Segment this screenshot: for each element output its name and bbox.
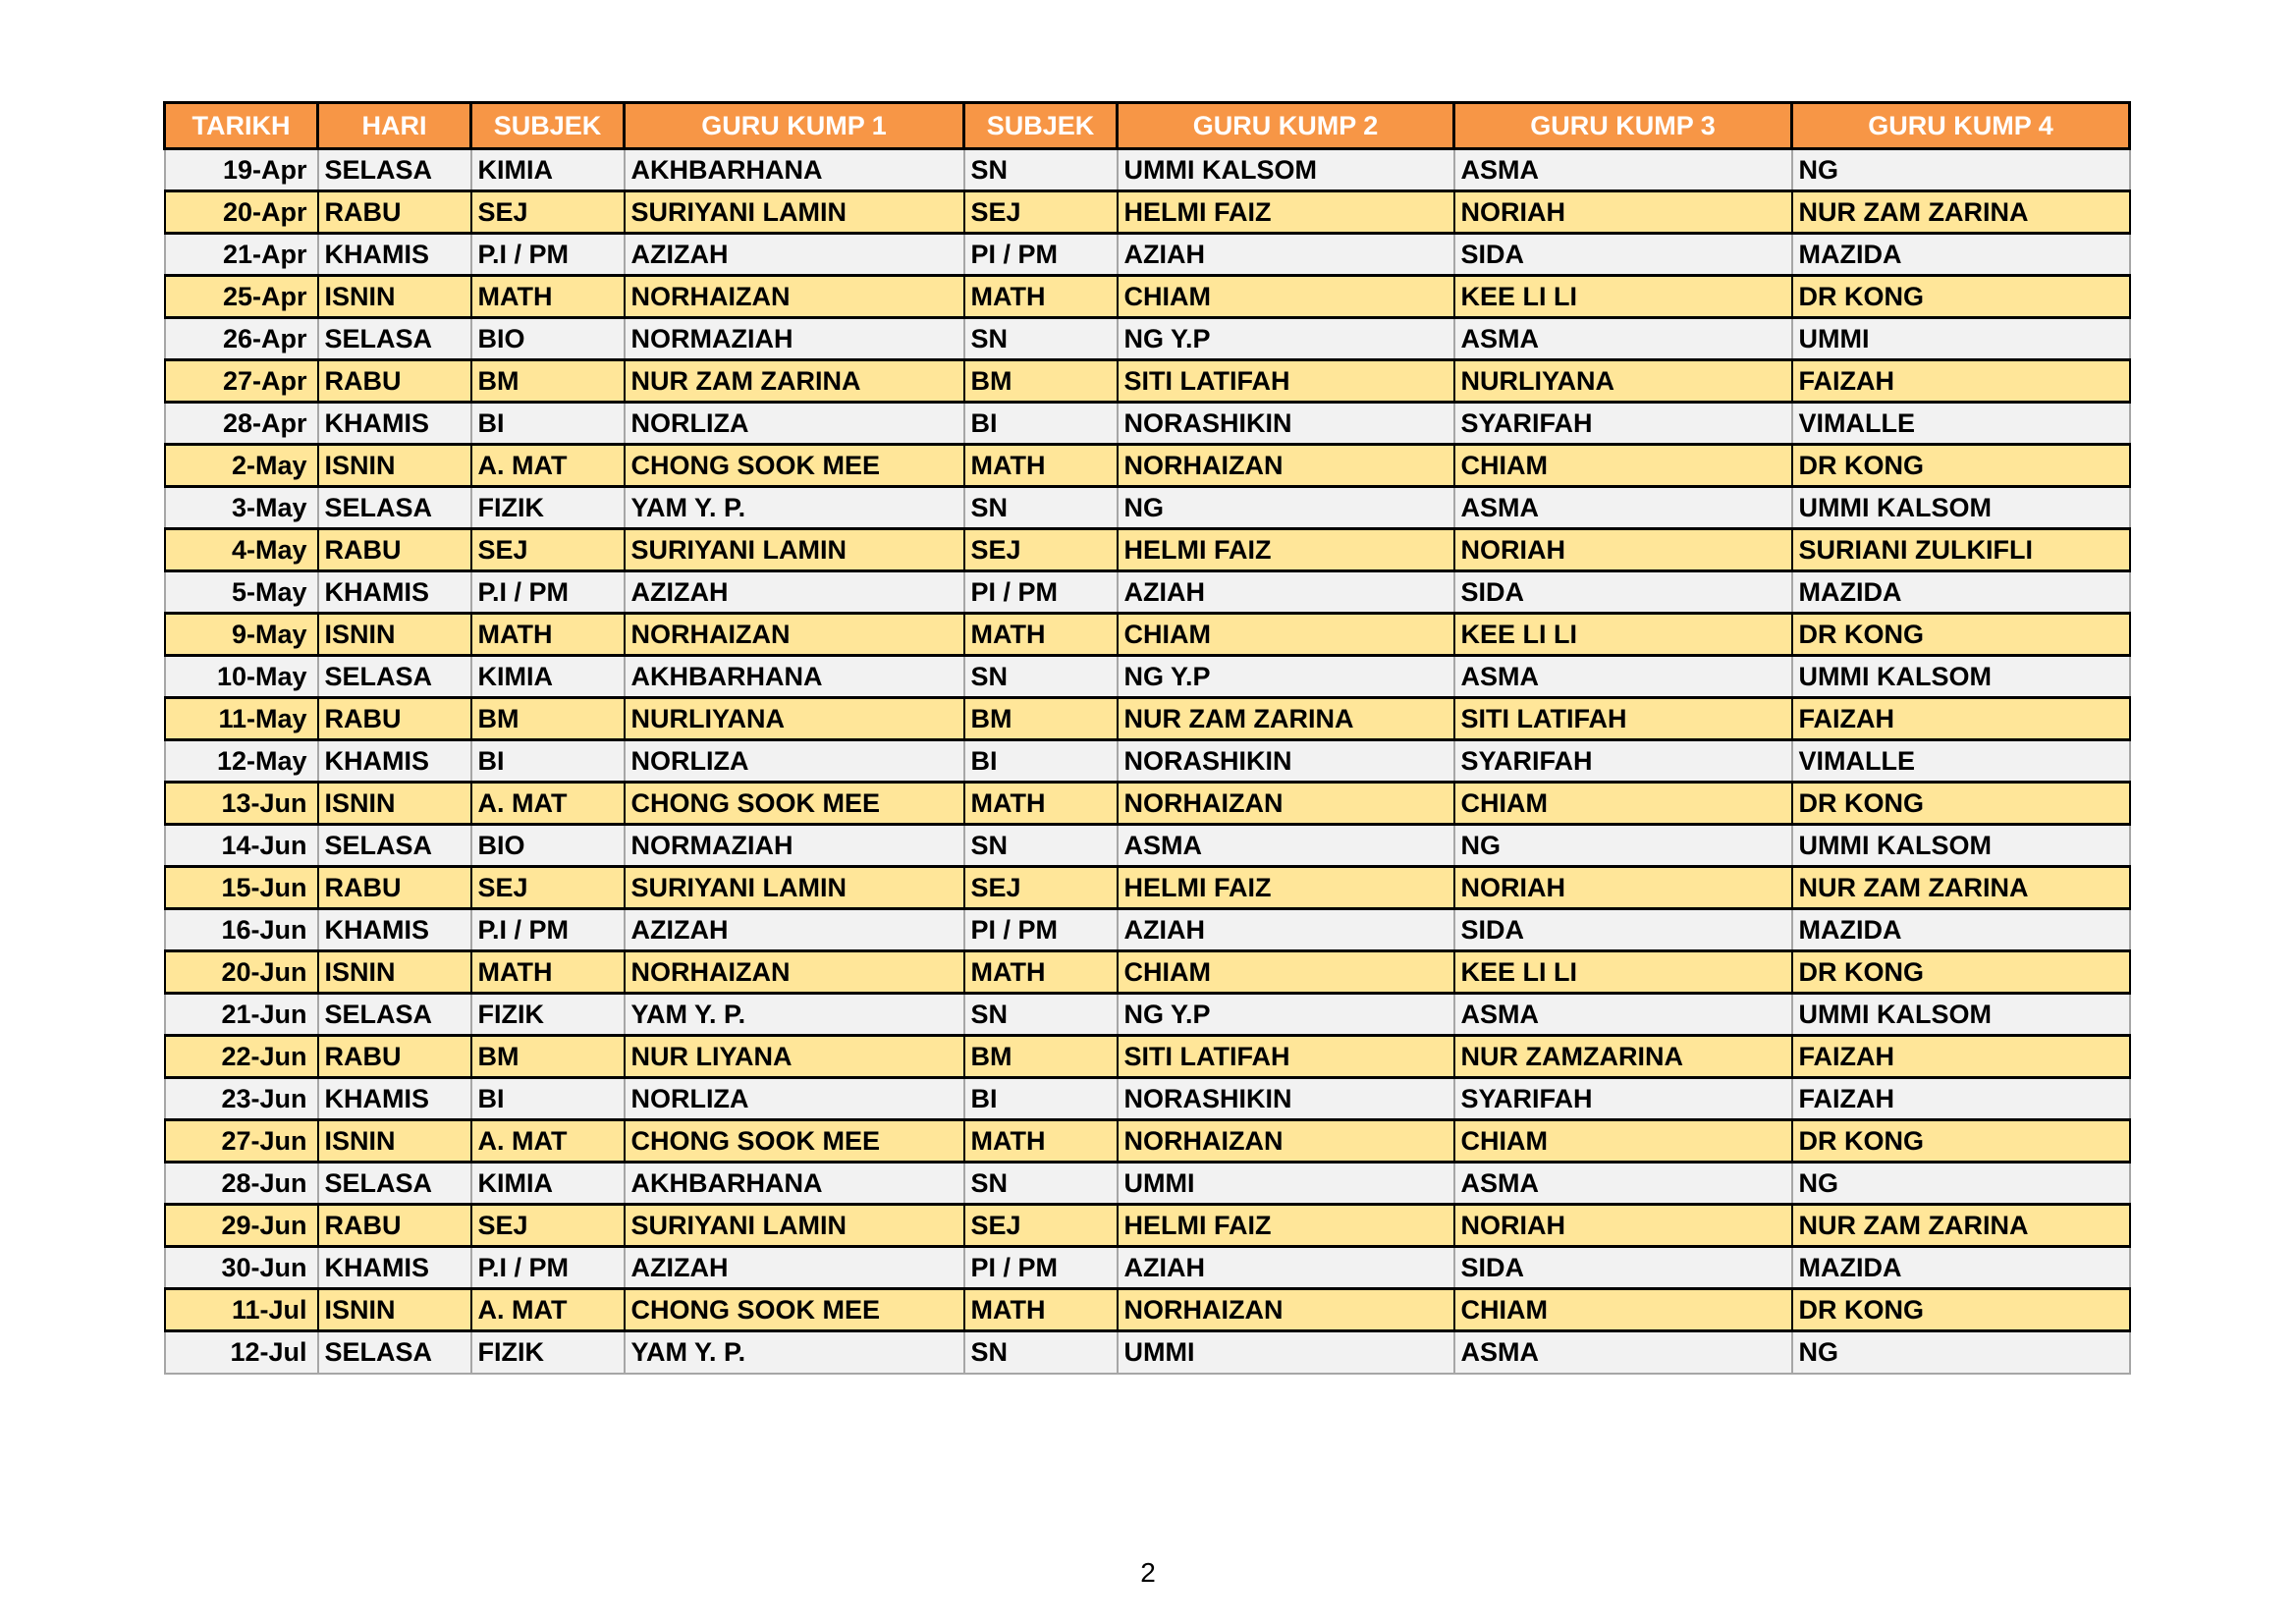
date-cell: 27-Jun	[165, 1120, 318, 1163]
table-row	[165, 783, 2130, 825]
teacher-group1-cell: NORLIZA	[625, 403, 964, 445]
teacher-group4-cell: NUR ZAM ZARINA	[1792, 1205, 2130, 1247]
table-row	[165, 825, 2130, 867]
subject-cell: MATH	[471, 276, 625, 318]
teacher-group2-cell: NORASHIKIN	[1118, 740, 1454, 783]
subject-cell: BI	[471, 403, 625, 445]
day-cell: KHAMIS	[318, 403, 471, 445]
table-body	[165, 149, 2130, 1374]
subject2-cell: SN	[964, 825, 1118, 867]
subject-cell: KIMIA	[471, 1163, 625, 1205]
teacher-group3-cell: KEE LI LI	[1454, 276, 1792, 318]
table-row	[165, 191, 2130, 234]
table-row	[165, 1120, 2130, 1163]
teacher-group2-cell: NORHAIZAN	[1118, 1289, 1454, 1331]
teacher-group1-cell: NORHAIZAN	[625, 276, 964, 318]
subject2-cell: BM	[964, 698, 1118, 740]
date-cell: 21-Apr	[165, 234, 318, 276]
teacher-group3-cell: KEE LI LI	[1454, 614, 1792, 656]
teacher-group4-cell: NG	[1792, 1331, 2130, 1374]
teacher-group1-cell: CHONG SOOK MEE	[625, 1120, 964, 1163]
date-cell: 23-Jun	[165, 1078, 318, 1120]
column-header: GURU KUMP 4	[1792, 103, 2130, 149]
table-row	[165, 1247, 2130, 1289]
teacher-group2-cell: NORASHIKIN	[1118, 403, 1454, 445]
table-row	[165, 360, 2130, 403]
subject2-cell: MATH	[964, 276, 1118, 318]
subject2-cell: BM	[964, 1036, 1118, 1078]
subject-cell: BIO	[471, 825, 625, 867]
day-cell: KHAMIS	[318, 1247, 471, 1289]
teacher-group3-cell: ASMA	[1454, 1331, 1792, 1374]
table-row	[165, 614, 2130, 656]
date-cell: 29-Jun	[165, 1205, 318, 1247]
teacher-group4-cell: FAIZAH	[1792, 698, 2130, 740]
teacher-group3-cell: ASMA	[1454, 994, 1792, 1036]
day-cell: KHAMIS	[318, 740, 471, 783]
subject2-cell: MATH	[964, 1120, 1118, 1163]
date-cell: 22-Jun	[165, 1036, 318, 1078]
teacher-group1-cell: AKHBARHANA	[625, 149, 964, 191]
teacher-group1-cell: AZIZAH	[625, 234, 964, 276]
table-row	[165, 867, 2130, 909]
teacher-group3-cell: SIDA	[1454, 234, 1792, 276]
teacher-group2-cell: SITI LATIFAH	[1118, 1036, 1454, 1078]
teacher-group2-cell: HELMI FAIZ	[1118, 191, 1454, 234]
teacher-group1-cell: SURIYANI LAMIN	[625, 529, 964, 571]
column-header: GURU KUMP 3	[1454, 103, 1792, 149]
teacher-group2-cell: NG Y.P	[1118, 656, 1454, 698]
day-cell: RABU	[318, 1036, 471, 1078]
subject-cell: BI	[471, 740, 625, 783]
teacher-group1-cell: NUR ZAM ZARINA	[625, 360, 964, 403]
teacher-group1-cell: AKHBARHANA	[625, 1163, 964, 1205]
teacher-group2-cell: NG Y.P	[1118, 994, 1454, 1036]
teacher-group4-cell: DR KONG	[1792, 783, 2130, 825]
subject-cell: BIO	[471, 318, 625, 360]
day-cell: ISNIN	[318, 614, 471, 656]
subject2-cell: SN	[964, 994, 1118, 1036]
day-cell: ISNIN	[318, 1289, 471, 1331]
subject-cell: P.I / PM	[471, 234, 625, 276]
table-row	[165, 909, 2130, 951]
teacher-group1-cell: CHONG SOOK MEE	[625, 445, 964, 487]
teacher-group3-cell: SYARIFAH	[1454, 403, 1792, 445]
teacher-group4-cell: DR KONG	[1792, 445, 2130, 487]
teacher-group1-cell: NURLIYANA	[625, 698, 964, 740]
date-cell: 26-Apr	[165, 318, 318, 360]
teacher-group4-cell: NUR ZAM ZARINA	[1792, 867, 2130, 909]
subject-cell: KIMIA	[471, 149, 625, 191]
teacher-group2-cell: AZIAH	[1118, 571, 1454, 614]
teacher-group4-cell: MAZIDA	[1792, 571, 2130, 614]
teacher-group2-cell: HELMI FAIZ	[1118, 1205, 1454, 1247]
teacher-group2-cell: NORHAIZAN	[1118, 1120, 1454, 1163]
date-cell: 4-May	[165, 529, 318, 571]
subject-cell: BM	[471, 698, 625, 740]
teacher-group3-cell: SIDA	[1454, 909, 1792, 951]
table-row	[165, 1205, 2130, 1247]
teacher-group3-cell: ASMA	[1454, 487, 1792, 529]
subject-cell: MATH	[471, 951, 625, 994]
subject-cell: FIZIK	[471, 1331, 625, 1374]
teacher-group1-cell: AZIZAH	[625, 909, 964, 951]
date-cell: 20-Apr	[165, 191, 318, 234]
teacher-group3-cell: CHIAM	[1454, 1120, 1792, 1163]
teacher-group1-cell: AKHBARHANA	[625, 656, 964, 698]
date-cell: 5-May	[165, 571, 318, 614]
subject2-cell: SN	[964, 656, 1118, 698]
teacher-group1-cell: NORMAZIAH	[625, 318, 964, 360]
date-cell: 12-May	[165, 740, 318, 783]
table-row	[165, 994, 2130, 1036]
date-cell: 12-Jul	[165, 1331, 318, 1374]
subject-cell: SEJ	[471, 1205, 625, 1247]
subject2-cell: BM	[964, 360, 1118, 403]
teacher-group2-cell: CHIAM	[1118, 276, 1454, 318]
subject2-cell: BI	[964, 740, 1118, 783]
teacher-group2-cell: ASMA	[1118, 825, 1454, 867]
subject-cell: MATH	[471, 614, 625, 656]
header-row	[165, 103, 2130, 149]
subject2-cell: SEJ	[964, 191, 1118, 234]
subject-cell: BM	[471, 1036, 625, 1078]
day-cell: KHAMIS	[318, 909, 471, 951]
column-header: SUBJEK	[964, 103, 1118, 149]
teacher-group2-cell: NORHAIZAN	[1118, 445, 1454, 487]
teacher-group4-cell: MAZIDA	[1792, 234, 2130, 276]
date-cell: 27-Apr	[165, 360, 318, 403]
subject2-cell: BI	[964, 1078, 1118, 1120]
table-row	[165, 1078, 2130, 1120]
teacher-group1-cell: SURIYANI LAMIN	[625, 1205, 964, 1247]
table-row	[165, 571, 2130, 614]
teacher-group2-cell: NORASHIKIN	[1118, 1078, 1454, 1120]
subject2-cell: MATH	[964, 951, 1118, 994]
subject-cell: KIMIA	[471, 656, 625, 698]
subject-cell: SEJ	[471, 529, 625, 571]
date-cell: 10-May	[165, 656, 318, 698]
subject-cell: FIZIK	[471, 994, 625, 1036]
subject-cell: FIZIK	[471, 487, 625, 529]
teacher-group4-cell: FAIZAH	[1792, 1036, 2130, 1078]
subject2-cell: MATH	[964, 783, 1118, 825]
subject-cell: P.I / PM	[471, 571, 625, 614]
teacher-group1-cell: NORLIZA	[625, 740, 964, 783]
teacher-group1-cell: NORHAIZAN	[625, 951, 964, 994]
teacher-group3-cell: NORIAH	[1454, 191, 1792, 234]
teacher-group1-cell: NORHAIZAN	[625, 614, 964, 656]
date-cell: 30-Jun	[165, 1247, 318, 1289]
teacher-group2-cell: AZIAH	[1118, 1247, 1454, 1289]
subject2-cell: SN	[964, 487, 1118, 529]
subject2-cell: SN	[964, 149, 1118, 191]
teacher-group2-cell: CHIAM	[1118, 951, 1454, 994]
subject-cell: SEJ	[471, 191, 625, 234]
teacher-group1-cell: NUR LIYANA	[625, 1036, 964, 1078]
day-cell: SELASA	[318, 318, 471, 360]
teacher-group3-cell: NORIAH	[1454, 529, 1792, 571]
teacher-group4-cell: UMMI KALSOM	[1792, 994, 2130, 1036]
teacher-group1-cell: AZIZAH	[625, 1247, 964, 1289]
day-cell: RABU	[318, 1205, 471, 1247]
teacher-group3-cell: NUR ZAMZARINA	[1454, 1036, 1792, 1078]
teacher-group4-cell: VIMALLE	[1792, 403, 2130, 445]
subject2-cell: SEJ	[964, 867, 1118, 909]
teacher-group2-cell: NG Y.P	[1118, 318, 1454, 360]
teacher-group2-cell: NORHAIZAN	[1118, 783, 1454, 825]
subject-cell: P.I / PM	[471, 909, 625, 951]
day-cell: ISNIN	[318, 445, 471, 487]
column-header: TARIKH	[165, 103, 318, 149]
table-row	[165, 149, 2130, 191]
column-header: GURU KUMP 1	[625, 103, 964, 149]
day-cell: ISNIN	[318, 783, 471, 825]
subject-cell: P.I / PM	[471, 1247, 625, 1289]
date-cell: 13-Jun	[165, 783, 318, 825]
column-header: HARI	[318, 103, 471, 149]
subject2-cell: PI / PM	[964, 909, 1118, 951]
teacher-group3-cell: CHIAM	[1454, 445, 1792, 487]
teacher-group4-cell: NUR ZAM ZARINA	[1792, 191, 2130, 234]
teacher-group4-cell: MAZIDA	[1792, 1247, 2130, 1289]
teacher-group4-cell: UMMI KALSOM	[1792, 825, 2130, 867]
schedule-table	[163, 101, 2131, 1375]
teacher-group4-cell: MAZIDA	[1792, 909, 2130, 951]
subject2-cell: SN	[964, 1163, 1118, 1205]
teacher-group1-cell: CHONG SOOK MEE	[625, 783, 964, 825]
teacher-group4-cell: SURIANI ZULKIFLI	[1792, 529, 2130, 571]
table-row	[165, 740, 2130, 783]
subject2-cell: SN	[964, 318, 1118, 360]
day-cell: SELASA	[318, 825, 471, 867]
table-row	[165, 1331, 2130, 1374]
teacher-group2-cell: UMMI KALSOM	[1118, 149, 1454, 191]
teacher-group2-cell: CHIAM	[1118, 614, 1454, 656]
teacher-group3-cell: SITI LATIFAH	[1454, 698, 1792, 740]
teacher-group2-cell: HELMI FAIZ	[1118, 529, 1454, 571]
teacher-group1-cell: YAM Y. P.	[625, 994, 964, 1036]
day-cell: RABU	[318, 191, 471, 234]
teacher-group4-cell: FAIZAH	[1792, 360, 2130, 403]
subject-cell: A. MAT	[471, 783, 625, 825]
teacher-group4-cell: DR KONG	[1792, 614, 2130, 656]
date-cell: 9-May	[165, 614, 318, 656]
teacher-group1-cell: NORMAZIAH	[625, 825, 964, 867]
day-cell: KHAMIS	[318, 1078, 471, 1120]
teacher-group4-cell: DR KONG	[1792, 1120, 2130, 1163]
day-cell: SELASA	[318, 656, 471, 698]
day-cell: RABU	[318, 360, 471, 403]
subject2-cell: PI / PM	[964, 571, 1118, 614]
subject2-cell: MATH	[964, 614, 1118, 656]
teacher-group3-cell: ASMA	[1454, 1163, 1792, 1205]
date-cell: 11-Jul	[165, 1289, 318, 1331]
date-cell: 19-Apr	[165, 149, 318, 191]
table-row	[165, 276, 2130, 318]
date-cell: 28-Apr	[165, 403, 318, 445]
teacher-group3-cell: KEE LI LI	[1454, 951, 1792, 994]
teacher-group3-cell: CHIAM	[1454, 1289, 1792, 1331]
teacher-group3-cell: ASMA	[1454, 318, 1792, 360]
column-header: SUBJEK	[471, 103, 625, 149]
teacher-group3-cell: ASMA	[1454, 149, 1792, 191]
teacher-group4-cell: UMMI KALSOM	[1792, 487, 2130, 529]
subject-cell: BM	[471, 360, 625, 403]
subject-cell: A. MAT	[471, 1289, 625, 1331]
teacher-group1-cell: AZIZAH	[625, 571, 964, 614]
subject-cell: A. MAT	[471, 1120, 625, 1163]
teacher-group1-cell: YAM Y. P.	[625, 487, 964, 529]
teacher-group4-cell: NG	[1792, 1163, 2130, 1205]
table-row	[165, 403, 2130, 445]
day-cell: SELASA	[318, 1331, 471, 1374]
subject2-cell: SN	[964, 1331, 1118, 1374]
subject2-cell: SEJ	[964, 1205, 1118, 1247]
subject-cell: BI	[471, 1078, 625, 1120]
day-cell: KHAMIS	[318, 571, 471, 614]
table-row	[165, 951, 2130, 994]
day-cell: ISNIN	[318, 1120, 471, 1163]
day-cell: KHAMIS	[318, 234, 471, 276]
teacher-group1-cell: YAM Y. P.	[625, 1331, 964, 1374]
teacher-group2-cell: HELMI FAIZ	[1118, 867, 1454, 909]
teacher-group2-cell: AZIAH	[1118, 909, 1454, 951]
date-cell: 28-Jun	[165, 1163, 318, 1205]
teacher-group4-cell: VIMALLE	[1792, 740, 2130, 783]
subject-cell: SEJ	[471, 867, 625, 909]
teacher-group3-cell: NORIAH	[1454, 867, 1792, 909]
teacher-group3-cell: SIDA	[1454, 571, 1792, 614]
teacher-group4-cell: FAIZAH	[1792, 1078, 2130, 1120]
date-cell: 16-Jun	[165, 909, 318, 951]
day-cell: SELASA	[318, 149, 471, 191]
teacher-group3-cell: NURLIYANA	[1454, 360, 1792, 403]
subject2-cell: PI / PM	[964, 1247, 1118, 1289]
date-cell: 15-Jun	[165, 867, 318, 909]
day-cell: SELASA	[318, 1163, 471, 1205]
teacher-group4-cell: DR KONG	[1792, 276, 2130, 318]
teacher-group2-cell: UMMI	[1118, 1331, 1454, 1374]
teacher-group4-cell: UMMI KALSOM	[1792, 656, 2130, 698]
teacher-group2-cell: NUR ZAM ZARINA	[1118, 698, 1454, 740]
table-row	[165, 529, 2130, 571]
page-number: 2	[1140, 1557, 1156, 1588]
day-cell: ISNIN	[318, 951, 471, 994]
date-cell: 25-Apr	[165, 276, 318, 318]
teacher-group3-cell: NORIAH	[1454, 1205, 1792, 1247]
table-row	[165, 487, 2130, 529]
subject2-cell: MATH	[964, 1289, 1118, 1331]
teacher-group1-cell: SURIYANI LAMIN	[625, 191, 964, 234]
teacher-group4-cell: NG	[1792, 149, 2130, 191]
teacher-group3-cell: SYARIFAH	[1454, 1078, 1792, 1120]
teacher-group4-cell: DR KONG	[1792, 951, 2130, 994]
subject2-cell: PI / PM	[964, 234, 1118, 276]
teacher-group4-cell: UMMI	[1792, 318, 2130, 360]
subject2-cell: BI	[964, 403, 1118, 445]
subject-cell: A. MAT	[471, 445, 625, 487]
date-cell: 21-Jun	[165, 994, 318, 1036]
teacher-group3-cell: CHIAM	[1454, 783, 1792, 825]
day-cell: RABU	[318, 698, 471, 740]
date-cell: 20-Jun	[165, 951, 318, 994]
day-cell: SELASA	[318, 487, 471, 529]
date-cell: 2-May	[165, 445, 318, 487]
teacher-group1-cell: SURIYANI LAMIN	[625, 867, 964, 909]
teacher-group3-cell: ASMA	[1454, 656, 1792, 698]
day-cell: ISNIN	[318, 276, 471, 318]
teacher-group2-cell: AZIAH	[1118, 234, 1454, 276]
subject2-cell: MATH	[964, 445, 1118, 487]
column-header: GURU KUMP 2	[1118, 103, 1454, 149]
table-row	[165, 1289, 2130, 1331]
teacher-group3-cell: NG	[1454, 825, 1792, 867]
table-header	[165, 103, 2130, 149]
teacher-group3-cell: SYARIFAH	[1454, 740, 1792, 783]
date-cell: 11-May	[165, 698, 318, 740]
day-cell: RABU	[318, 867, 471, 909]
date-cell: 3-May	[165, 487, 318, 529]
table-row	[165, 318, 2130, 360]
teacher-group2-cell: SITI LATIFAH	[1118, 360, 1454, 403]
table-row	[165, 1163, 2130, 1205]
date-cell: 14-Jun	[165, 825, 318, 867]
day-cell: SELASA	[318, 994, 471, 1036]
table-row	[165, 445, 2130, 487]
teacher-group2-cell: UMMI	[1118, 1163, 1454, 1205]
table-row	[165, 1036, 2130, 1078]
teacher-group3-cell: SIDA	[1454, 1247, 1792, 1289]
teacher-group1-cell: NORLIZA	[625, 1078, 964, 1120]
teacher-group4-cell: DR KONG	[1792, 1289, 2130, 1331]
subject2-cell: SEJ	[964, 529, 1118, 571]
teacher-group1-cell: CHONG SOOK MEE	[625, 1289, 964, 1331]
table-row	[165, 656, 2130, 698]
table-row	[165, 234, 2130, 276]
teacher-group2-cell: NG	[1118, 487, 1454, 529]
table-row	[165, 698, 2130, 740]
day-cell: RABU	[318, 529, 471, 571]
